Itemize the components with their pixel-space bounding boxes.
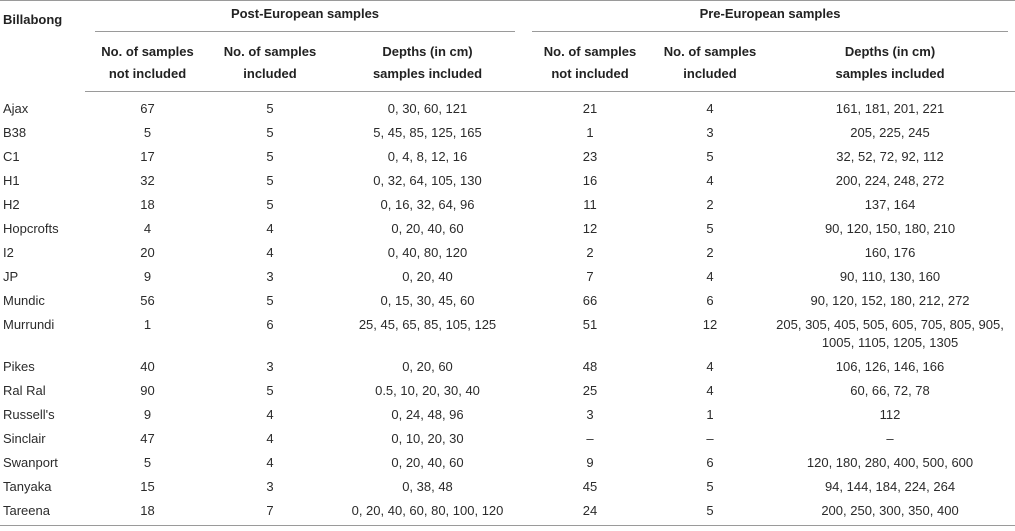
table-row: [0, 265, 1015, 289]
pre-included-cell: 4: [706, 383, 714, 398]
post-included-cell: 6: [266, 317, 274, 332]
group-header-row: [0, 1, 1015, 36]
billabong-name: I2: [3, 245, 14, 260]
post-not-included-cell: 32: [140, 173, 155, 188]
pre-not-included-cell: 9: [586, 455, 594, 470]
billabong-name: Ral Ral: [3, 383, 46, 398]
pre-not-included-cell: 51: [582, 317, 598, 332]
table-body: [0, 92, 1015, 526]
pre-included-cell: 1: [706, 407, 714, 422]
pre-depths-cell: 200, 224, 248, 272: [835, 173, 945, 188]
table-row: [0, 145, 1015, 169]
pre-depths-cell: 120, 180, 280, 400, 500, 600: [806, 455, 974, 470]
billabong-name: Tareena: [3, 503, 50, 518]
pre-included-cell: 5: [706, 221, 714, 236]
post-not-included-cell: 5: [143, 455, 152, 470]
post-not-included-cell: 40: [140, 359, 155, 374]
table-row: [0, 217, 1015, 241]
pre-not-included-cell: 21: [582, 101, 598, 116]
pre-not-included-cell: 3: [586, 407, 594, 422]
post-not-included-cell: 5: [143, 125, 152, 140]
pre-not-included-cell: 16: [582, 173, 598, 188]
pre-not-included-cell: 11: [583, 197, 597, 212]
pre-depths-cell: 90, 110, 130, 160: [839, 269, 941, 284]
table-row: [0, 92, 1015, 122]
pre-not-included-cell: 25: [582, 383, 598, 398]
post-included-cell: 5: [266, 293, 274, 308]
pre-depths-cell: 90, 120, 152, 180, 212, 272: [810, 293, 970, 308]
pre-depths-cell: 60, 66, 72, 78: [850, 383, 930, 398]
billabong-header: Billabong: [3, 12, 63, 27]
pre-included-cell: 4: [706, 359, 714, 374]
pre-depths-header: Depths (in cm) samples included: [765, 35, 1015, 92]
post-included-cell: 4: [266, 245, 274, 260]
pre-depths-cell: 106, 126, 146, 166: [835, 359, 945, 374]
post-depths-cell: 0, 20, 40, 60: [391, 221, 464, 236]
pre-depths-cell: 137, 164: [864, 197, 916, 212]
post-not-included-cell: 47: [140, 431, 155, 446]
post-included-cell: 3: [266, 269, 274, 284]
post-depths-cell: 25, 45, 65, 85, 105, 125: [358, 317, 497, 332]
post-included-cell: 4: [266, 221, 274, 236]
pre-not-included-cell: 7: [586, 269, 594, 284]
table-row: [0, 427, 1015, 451]
post-included-cell: 5: [266, 149, 274, 164]
billabong-name: Pikes: [3, 359, 35, 374]
pre-included-cell: 5: [706, 149, 714, 164]
pre-depths-cell: 205, 225, 245: [850, 125, 930, 140]
pre-included-cell: 12: [702, 317, 718, 332]
pre-not-included-cell: 45: [582, 479, 598, 494]
pre-included-cell: 2: [706, 197, 714, 212]
post-included-cell: 5: [266, 101, 274, 116]
billabong-name: Sinclair: [3, 431, 46, 446]
post-depths-cell: 0, 10, 20, 30: [391, 431, 464, 446]
table-row: [0, 121, 1015, 145]
post-depths-cell: 0, 32, 64, 105, 130: [373, 173, 482, 188]
table-row: [0, 169, 1015, 193]
pre-depths-cell: 112: [879, 407, 901, 422]
pre-not-included-cell: 48: [582, 359, 598, 374]
billabong-name: Tanyaka: [3, 479, 52, 494]
billabong-name: C1: [3, 149, 20, 164]
pre-not-included-header: No. of samples not included: [525, 35, 655, 92]
post-depths-cell: 0, 38, 48: [402, 479, 453, 494]
pre-depths-cell: 94, 144, 184, 224, 264: [824, 479, 956, 494]
table-row: [0, 475, 1015, 499]
post-included-cell: 4: [266, 455, 274, 470]
billabong-name: Ajax: [3, 100, 29, 116]
pre-not-included-cell: 66: [582, 293, 598, 308]
post-depths-cell: 0.5, 10, 20, 30, 40: [375, 383, 480, 398]
post-not-included-cell: 90: [140, 383, 155, 398]
post-included-cell: 4: [266, 431, 274, 446]
post-not-included-cell: 18: [140, 197, 155, 212]
post-included-cell: 5: [266, 125, 274, 140]
pre-included-cell: 4: [706, 269, 714, 284]
post-depths-cell: 0, 16, 32, 64, 96: [380, 197, 475, 212]
pre-depths-cell: 205, 305, 405, 505, 605, 705, 805, 905, 1005, 1105, 1205, 1305: [776, 317, 1004, 350]
pre-not-included-cell: 2: [586, 245, 594, 260]
pre-not-included-cell: –: [586, 431, 594, 446]
billabong-name: Russell's: [3, 407, 55, 422]
post-not-included-cell: 56: [140, 293, 155, 308]
billabong-name: H2: [3, 197, 20, 212]
sub-header-row: [0, 35, 1015, 92]
post-depths-cell: 0, 20, 40: [402, 269, 453, 284]
post-european-header: [85, 1, 525, 36]
pre-depths-cell: 161, 181, 201, 221: [835, 101, 945, 116]
post-not-included-cell: 20: [140, 245, 155, 260]
post-included-cell: 7: [266, 503, 274, 518]
pre-included-cell: 6: [706, 455, 714, 470]
table-row: [0, 499, 1015, 526]
post-not-included-cell: 15: [140, 479, 155, 494]
billabong-name: JP: [3, 269, 19, 284]
table-row: [0, 313, 1015, 355]
post-not-included-cell: 1: [143, 317, 152, 332]
table-row: [0, 193, 1015, 217]
post-depths-cell: 0, 4, 8, 12, 16: [387, 149, 468, 164]
post-not-included-cell: 67: [140, 101, 155, 116]
pre-depths-cell: 90, 120, 150, 180, 210: [824, 221, 956, 236]
post-included-cell: 4: [266, 407, 274, 422]
pre-not-included-cell: 1: [586, 125, 594, 140]
post-depths-header: Depths (in cm) samples included: [330, 35, 525, 92]
pre-included-cell: 5: [706, 479, 714, 494]
post-included-header: No. of samples included: [210, 35, 330, 92]
post-depths-cell: 5, 45, 85, 125, 165: [373, 125, 482, 140]
table-row: [0, 379, 1015, 403]
billabong-name: H1: [3, 173, 20, 188]
pre-included-cell: –: [706, 431, 714, 446]
pre-european-label: Pre-European samples: [532, 6, 1008, 32]
post-depths-cell: 0, 20, 40, 60: [391, 455, 464, 470]
pre-included-cell: 6: [706, 293, 714, 308]
pre-depths-cell: 200, 250, 300, 350, 400: [821, 503, 959, 518]
table-row: [0, 403, 1015, 427]
post-depths-cell: 0, 15, 30, 45, 60: [380, 293, 475, 308]
billabong-name: Hopcrofts: [3, 221, 59, 236]
post-not-included-cell: 17: [140, 149, 155, 164]
post-not-included-cell: 18: [140, 503, 155, 518]
pre-depths-cell: 32, 52, 72, 92, 112: [836, 149, 944, 164]
post-not-included-cell: 4: [143, 221, 152, 236]
pre-included-cell: 4: [706, 101, 714, 116]
table-row: [0, 289, 1015, 313]
pre-depths-cell: 160, 176: [864, 245, 916, 260]
billabong-name: B38: [3, 125, 27, 140]
post-not-included-cell: 9: [143, 269, 152, 284]
post-included-cell: 3: [266, 479, 274, 494]
pre-included-cell: 3: [706, 125, 714, 140]
table-row: [0, 241, 1015, 265]
table-row: [0, 355, 1015, 379]
pre-included-cell: 5: [706, 503, 714, 518]
post-depths-cell: 0, 40, 80, 120: [387, 245, 468, 260]
billabong-name: Murrundi: [3, 317, 55, 332]
post-not-included-header: No. of samples not included: [85, 35, 210, 92]
post-depths-cell: 0, 20, 60: [402, 359, 453, 374]
pre-included-cell: 4: [706, 173, 714, 188]
billabong-name: Swanport: [3, 455, 58, 470]
post-depths-cell: 0, 30, 60, 121: [387, 101, 468, 116]
pre-not-included-cell: 24: [582, 503, 598, 518]
pre-depths-cell: –: [886, 431, 894, 446]
post-depths-cell: 0, 24, 48, 96: [391, 407, 464, 422]
table-row: [0, 451, 1015, 475]
post-european-label: Post-European samples: [95, 6, 515, 32]
post-included-cell: 5: [266, 173, 274, 188]
billabong-name: Mundic: [3, 293, 45, 308]
pre-not-included-cell: 23: [582, 149, 598, 164]
post-not-included-cell: 9: [143, 407, 152, 422]
pre-included-header: No. of samples included: [655, 35, 765, 92]
post-included-cell: 5: [266, 197, 274, 212]
post-depths-cell: 0, 20, 40, 60, 80, 100, 120: [351, 503, 504, 518]
post-included-cell: 5: [266, 383, 274, 398]
post-included-cell: 3: [266, 359, 274, 374]
pre-european-header: [525, 1, 1015, 36]
pre-not-included-cell: 12: [582, 221, 598, 236]
pre-included-cell: 2: [706, 245, 714, 260]
